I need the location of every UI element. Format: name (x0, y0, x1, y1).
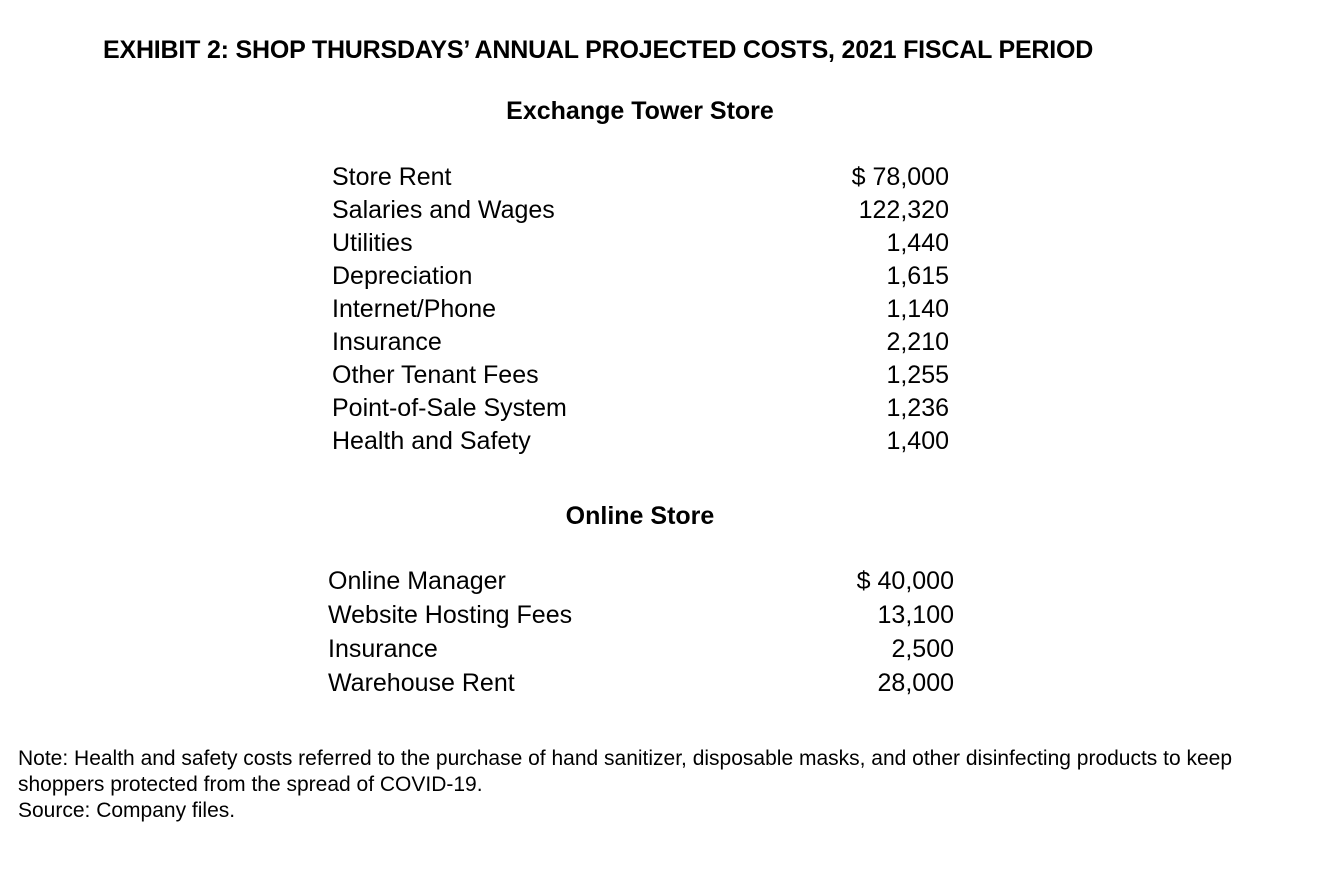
cost-label: Warehouse Rent (328, 669, 515, 697)
cost-value: 2,210 (886, 328, 949, 356)
cost-label: Point-of-Sale System (332, 394, 567, 422)
cost-value: 1,140 (886, 295, 949, 323)
cost-row-insurance (328, 632, 954, 666)
cost-value: $ 78,000 (851, 163, 949, 191)
cost-value: 2,500 (891, 635, 954, 663)
cost-label: Utilities (332, 229, 413, 257)
exhibit-title: EXHIBIT 2: SHOP THURSDAYS’ ANNUAL PROJECTED COSTS, 2021 FISCAL PERIOD (103, 36, 1094, 64)
cost-row-online-manager (328, 564, 954, 598)
cost-row-salaries-and-wages (332, 194, 949, 227)
cost-label: Insurance (328, 635, 438, 663)
online-store-cost-table (328, 564, 954, 700)
cost-row-internet-phone (332, 293, 949, 326)
cost-row-warehouse-rent (328, 666, 954, 700)
cost-row-store-rent (332, 161, 949, 194)
cost-row-point-of-sale-system (332, 392, 949, 425)
cost-row-depreciation (332, 260, 949, 293)
cost-label: Store Rent (332, 163, 452, 191)
exchange-store-cost-table (332, 161, 949, 458)
health-safety-note: Note: Health and safety costs referred to the purchase of hand sanitizer, disposable masks, and other disinfecting products to keep shoppers protected from the spread of COVID-19. (18, 747, 1233, 796)
cost-value: 1,400 (886, 427, 949, 455)
cost-value: 122,320 (858, 196, 949, 224)
cost-value: $ 40,000 (856, 567, 954, 595)
cost-value: 28,000 (877, 669, 954, 697)
online-store-title: Online Store (565, 502, 715, 530)
cost-value: 1,236 (886, 394, 949, 422)
footnote-block (18, 746, 1318, 824)
cost-row-utilities (332, 227, 949, 260)
cost-row-insurance (332, 326, 949, 359)
source-note: Source: Company files. (18, 799, 236, 822)
cost-label: Online Manager (328, 567, 506, 595)
cost-value: 1,255 (886, 361, 949, 389)
cost-row-other-tenant-fees (332, 359, 949, 392)
cost-label: Website Hosting Fees (328, 601, 573, 629)
cost-label: Salaries and Wages (332, 196, 555, 224)
cost-label: Health and Safety (332, 427, 531, 455)
cost-label: Internet/Phone (332, 295, 497, 323)
cost-label: Insurance (332, 328, 442, 356)
cost-value: 13,100 (877, 601, 954, 629)
cost-label: Other Tenant Fees (332, 361, 539, 389)
cost-row-health-and-safety (332, 425, 949, 458)
cost-value: 1,440 (886, 229, 949, 257)
exchange-store-title: Exchange Tower Store (506, 97, 774, 125)
cost-row-website-hosting-fees (328, 598, 954, 632)
cost-value: 1,615 (886, 262, 949, 290)
cost-label: Depreciation (332, 262, 473, 290)
